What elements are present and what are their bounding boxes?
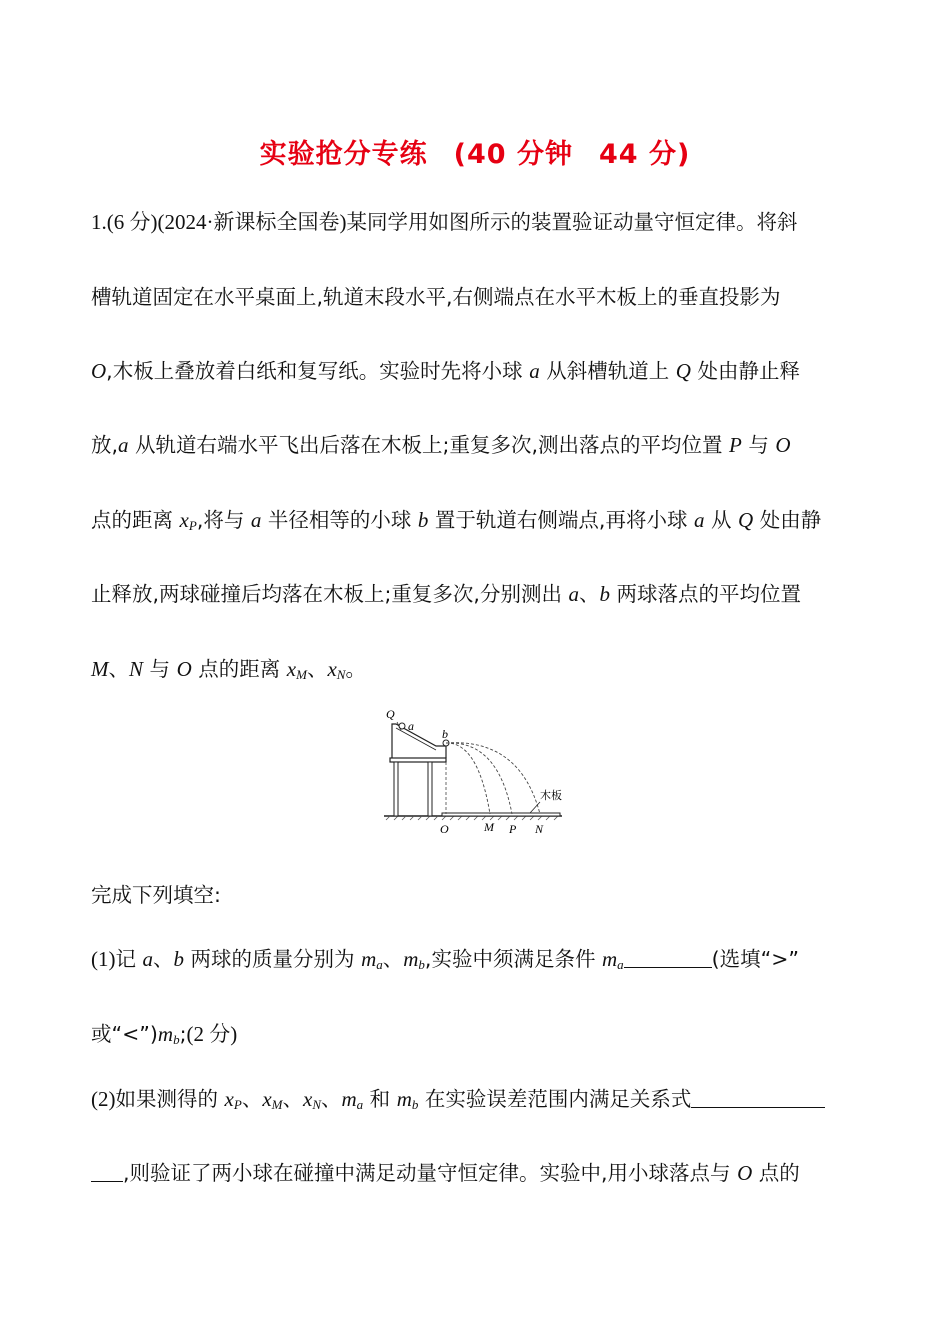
q1-line-4: 放,a 从轨道右端水平飞出后落在木板上;重复多次,测出落点的平均位置 P 与 O: [91, 433, 791, 457]
label-N: N: [535, 822, 544, 836]
q1-line-6: 止释放,两球碰撞后均落在木板上;重复多次,分别测出 a、b 两球落点的平均位置: [91, 582, 801, 606]
fill-intro: 完成下列填空:: [91, 883, 221, 907]
answer-blank-2-cont[interactable]: [91, 1163, 123, 1182]
chute-inner: [396, 728, 436, 750]
page-title: [0, 132, 950, 171]
apparatus-figure: [380, 702, 580, 842]
title-time: (40 分钟: [453, 139, 573, 170]
part1-line-2: 或“$<”)m_b;(2$ 分): [91, 1022, 238, 1047]
label-board: 木板: [540, 789, 562, 802]
table-leg-left: [394, 762, 398, 816]
q1-line-1: 1.(6 分)(2024·新课标全国卷)某同学用如图所示的装置验证动量守恒定律。将斜: [91, 210, 798, 234]
table-top: [390, 758, 446, 762]
label-Q: Q: [386, 707, 395, 721]
table-leg-right: [428, 762, 432, 816]
title-score: 44 分): [599, 139, 691, 170]
answer-blank-2[interactable]: [691, 1089, 825, 1108]
q1-line-5: 点的距离 $x_P$,将与 a 半径相等的小球 b 置于轨道右侧端点,再将小球 a 从 Q 处由静: [91, 508, 822, 533]
q1-line-2: 槽轨道固定在水平桌面上,轨道末段水平,右侧端点在水平木板上的垂直投影为: [91, 285, 781, 309]
q1-line-3: O,木板上叠放着白纸和复写纸。实验时先将小球 a 从斜槽轨道上 Q 处由静止释: [91, 359, 800, 383]
trajectory-M: [446, 743, 490, 814]
label-M: M: [484, 820, 494, 834]
trajectory-P: [446, 743, 512, 814]
part2-line-2: ,则验证了两小球在碰撞中满足动量守恒定律。实验中,用小球落点与 O 点的: [91, 1156, 861, 1186]
label-b: b: [442, 727, 448, 741]
label-O: O: [440, 822, 449, 836]
board-pointer: [530, 802, 540, 813]
title-main: 实验抢分专练: [259, 139, 428, 170]
q1-line-7: M、N 与 O 点的距离 $x_M$、$x_N$。: [91, 657, 366, 682]
label-P: P: [509, 822, 517, 836]
trajectory-N: [446, 743, 540, 814]
part1-line-1: (1)记 a、b 两球的质量分别为 $m_a$、$m_b$,实验中须满足条件 $m_a$ (选填“>”: [91, 947, 800, 972]
apparatus-diagram: [380, 702, 580, 842]
answer-blank-1[interactable]: [624, 949, 712, 968]
wooden-board: [442, 813, 560, 816]
part2-line-1: (2)如果测得的 $x_P$、$x_M$、$x_N$、$m_a$ 和 $m_b$ 在实验误差范围内满足关系式: [91, 1082, 861, 1113]
label-a: a: [408, 719, 414, 733]
